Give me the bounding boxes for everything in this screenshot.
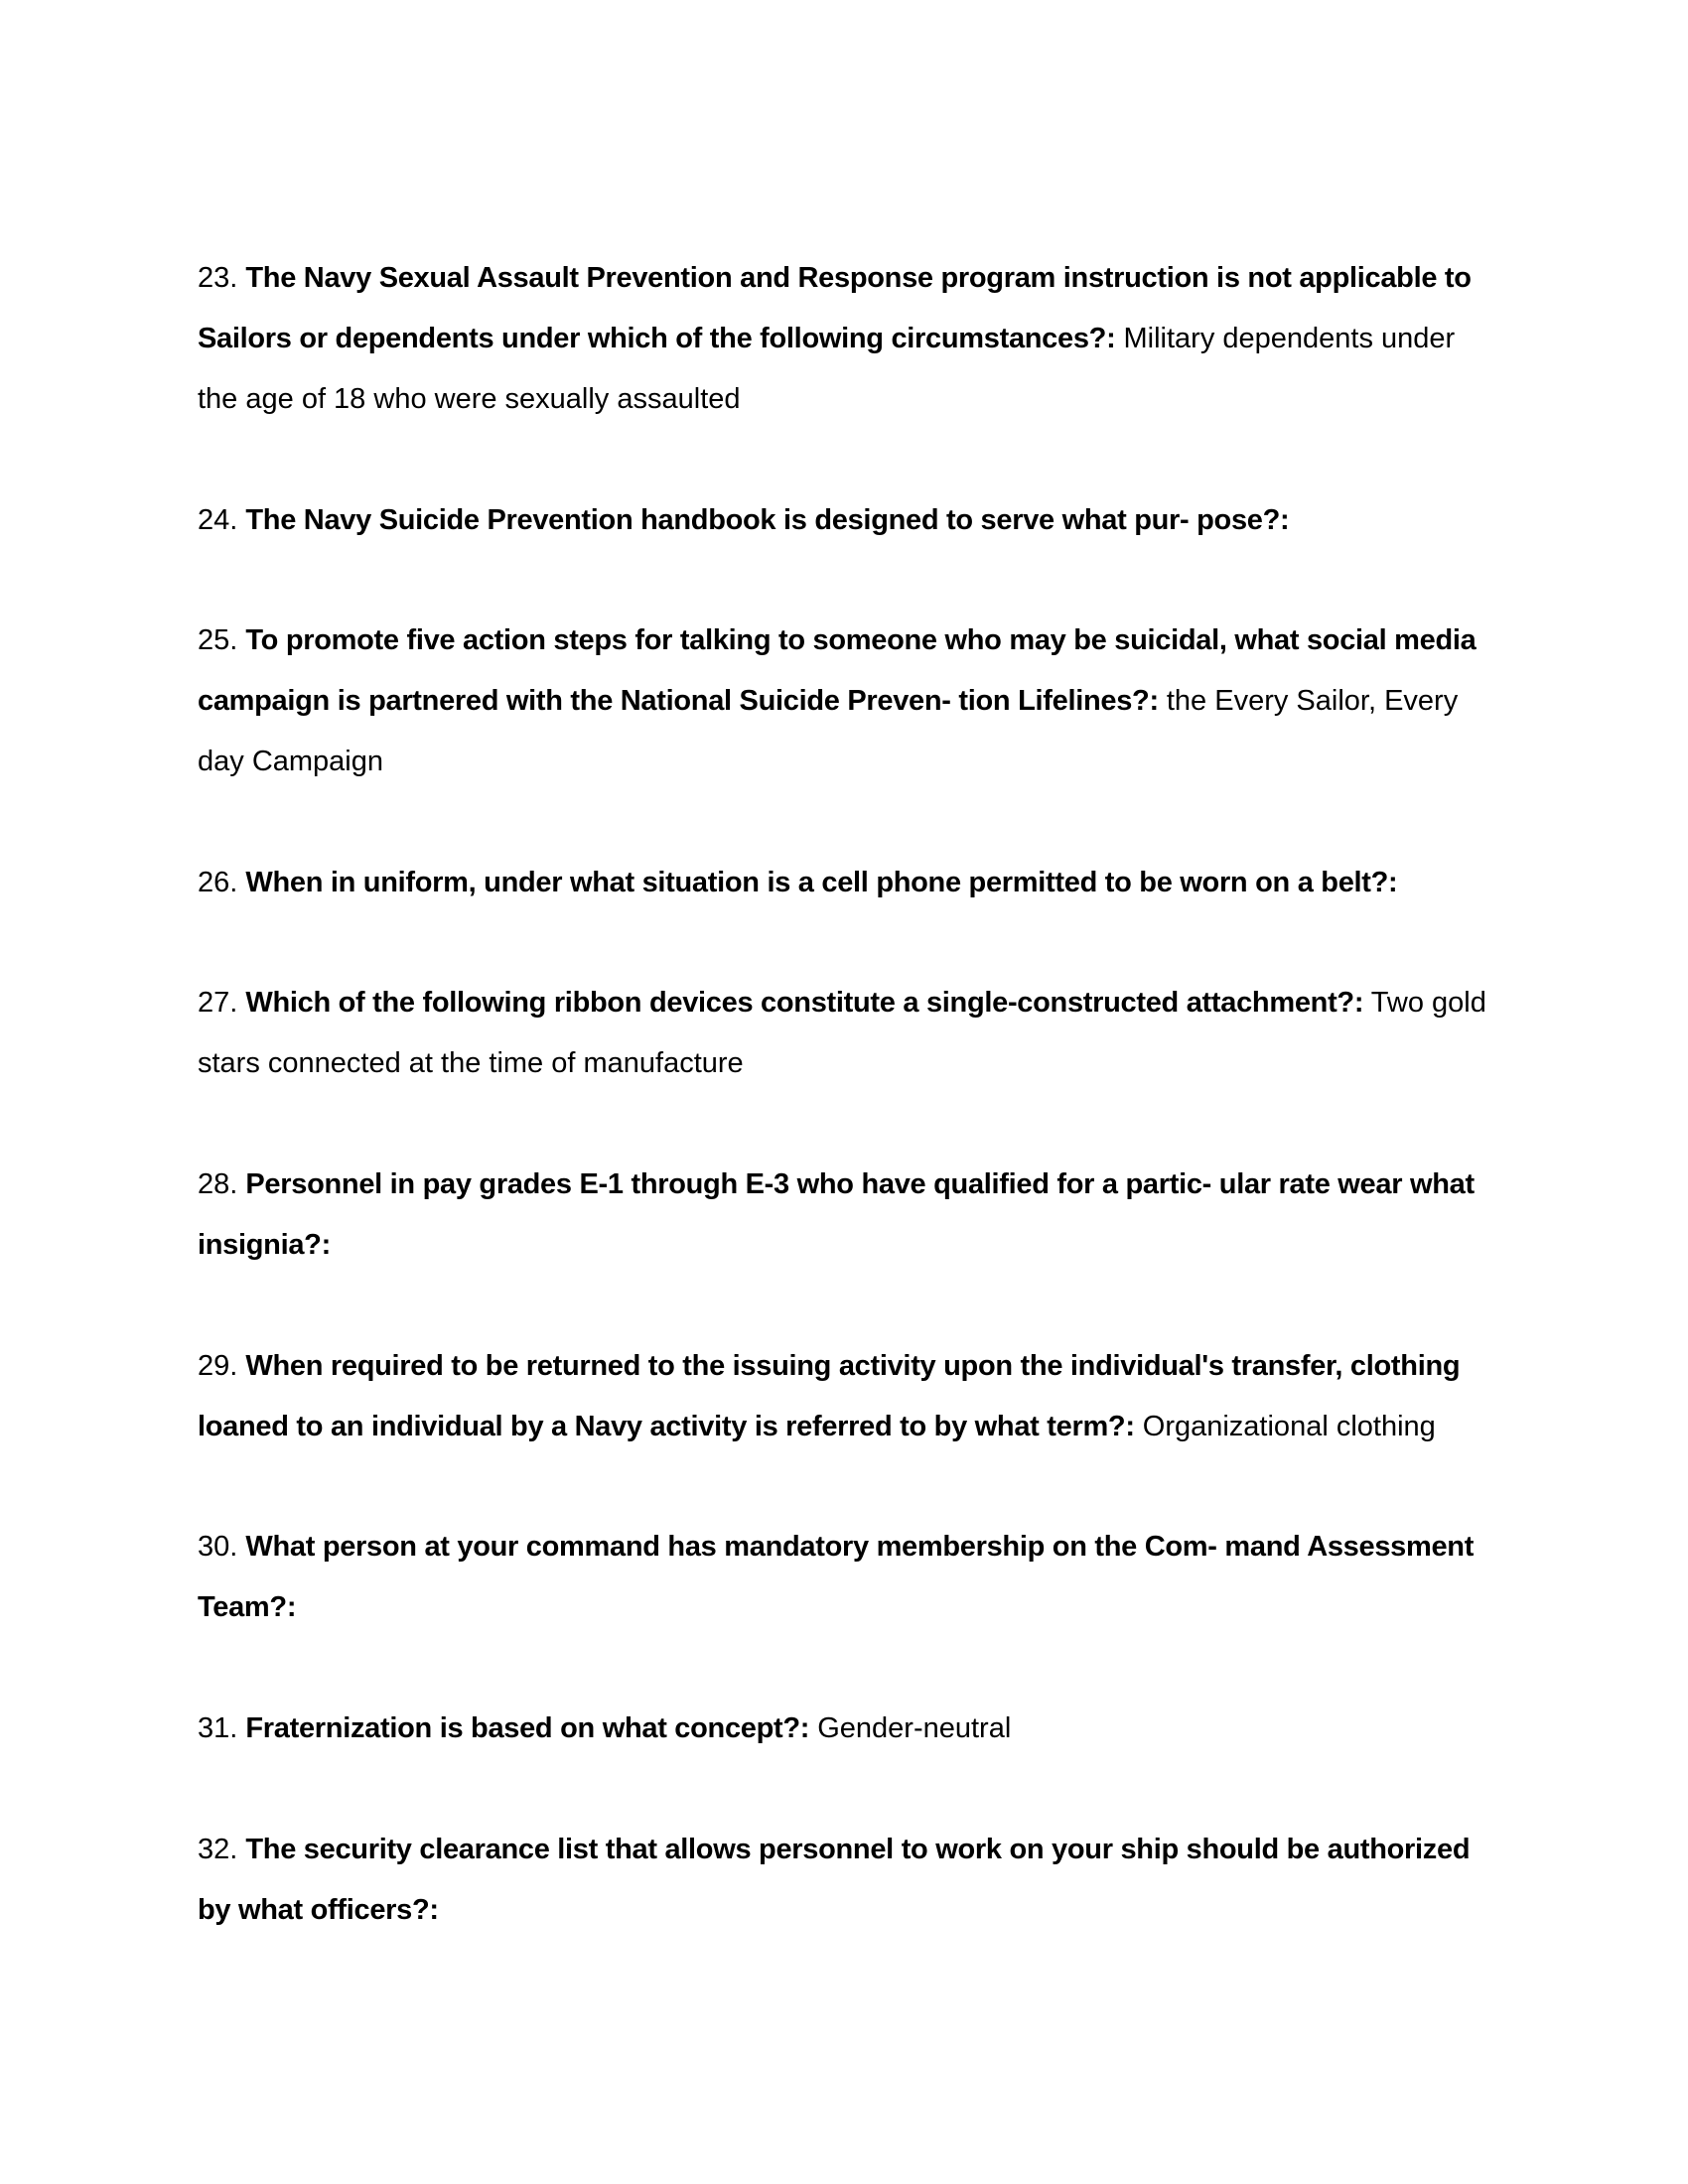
item-number: 26. [198,867,238,898]
item-question: To promote five action steps for talking to someone who may be suicidal, what social media campaign is partnered with the National Suicide Preven- tion Lifelines?: [198,624,1477,717]
item-answer: Organizational clothing [1142,1411,1436,1442]
qa-item-25 [198,611,1488,792]
item-number: 30. [198,1531,238,1563]
qa-item-27 [198,973,1488,1094]
item-question: Which of the following ribbon devices constitute a single-constructed attachment?: [245,987,1364,1019]
item-number: 25. [198,624,238,656]
item-question: The Navy Suicide Prevention handbook is designed to serve what pur- pose?: [245,504,1290,536]
qa-item-23 [198,248,1488,430]
item-answer: Military dependents under the age of 18 who were sexually assaulted [198,323,1456,415]
item-question: Personnel in pay grades E-1 through E-3 who have qualified for a partic- ular rate wear what insignia?: [198,1168,1475,1261]
item-answer: Gender-neutral [817,1712,1012,1744]
item-number: 24. [198,504,238,536]
qa-item-32 [198,1820,1488,1941]
item-answer: Two gold stars connected at the time of manufacture [198,987,1486,1079]
qa-item-30 [198,1517,1488,1638]
item-number: 31. [198,1712,238,1744]
item-number: 28. [198,1168,238,1200]
item-question: What person at your command has mandatory membership on the Com- mand Assessment Team?: [198,1531,1475,1623]
qa-item-26 [198,853,1488,913]
item-question: The security clearance list that allows personnel to work on your ship should be authorized by what officers?: [198,1834,1471,1926]
item-number: 29. [198,1350,238,1382]
qa-item-28 [198,1155,1488,1276]
qa-item-24 [198,490,1488,551]
item-answer: the Every Sailor, Every day Campaign [198,685,1459,777]
item-question: When in uniform, under what situation is a cell phone permitted to be worn on a belt?: [245,867,1398,898]
item-number: 32. [198,1834,238,1865]
qa-item-29 [198,1336,1488,1457]
item-number: 23. [198,262,238,294]
item-question: The Navy Sexual Assault Prevention and Response program instruction is not applicable to Sailors or dependents under which of the following circumstances?: [198,262,1472,354]
item-question: Fraternization is based on what concept?: [245,1712,810,1744]
item-question: When required to be returned to the issuing activity upon the individual's transfer, clothing loaned to an individual by a Navy activity is referred to by what term?: [198,1350,1461,1442]
qa-item-31 [198,1699,1488,1759]
item-number: 27. [198,987,238,1019]
